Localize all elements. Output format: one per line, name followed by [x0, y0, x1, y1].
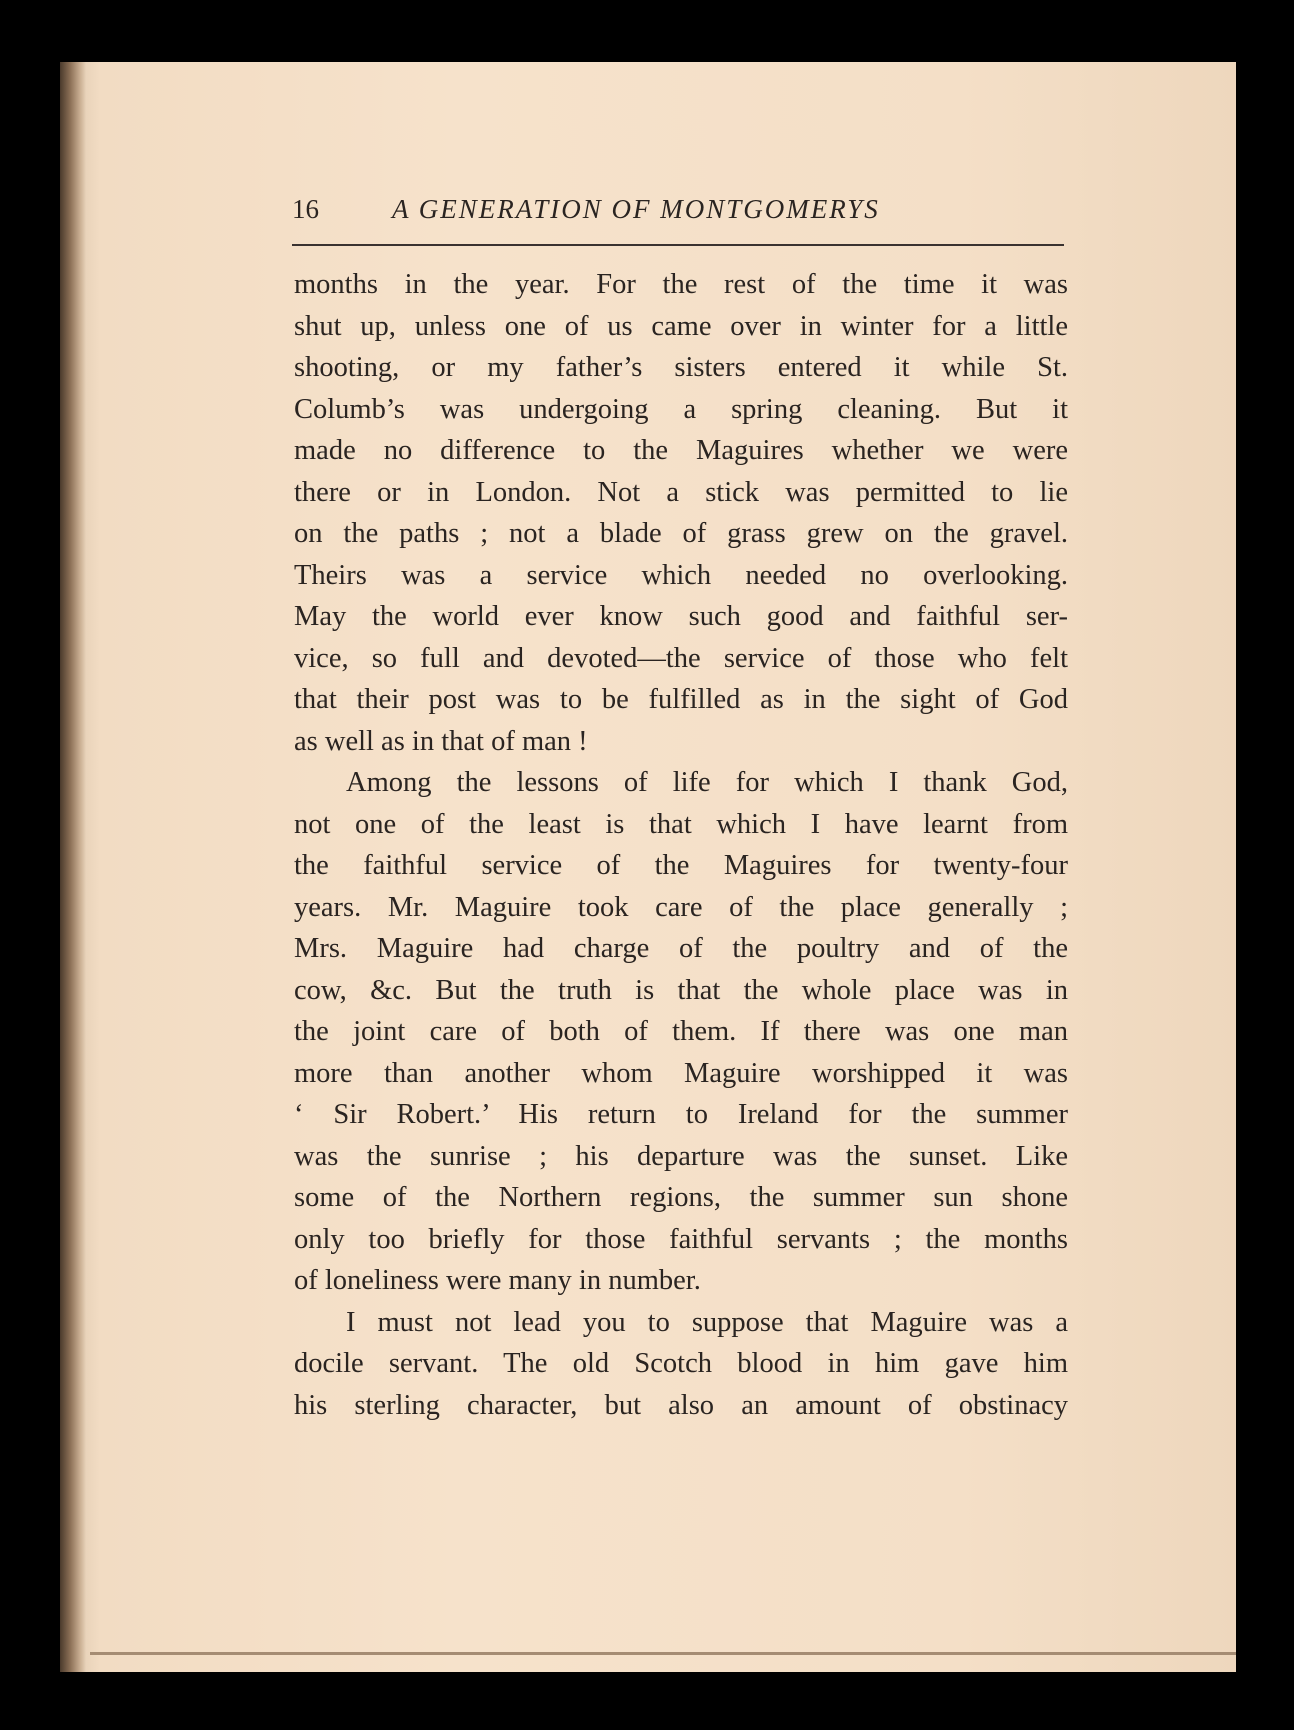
- text-line: Columb’s was undergoing a spring cleaning. But it: [294, 393, 1068, 425]
- text-line: that their post was to be fulfilled as in the sight of God: [294, 684, 1068, 715]
- text-line: I must not lead you to suppose that Maguire was a: [346, 1306, 1068, 1338]
- text-line: Theirs was a service which needed no overlooking.: [294, 559, 1068, 591]
- text-line: cow, &c. But the truth is that the whole place was in: [294, 974, 1068, 1006]
- text-line: Among the lessons of life for which I thank God,: [346, 767, 1068, 798]
- text-line: only too briefly for those faithful servants ; the months: [294, 1223, 1068, 1255]
- body-text: [294, 264, 1068, 1426]
- running-head: A GENERATION OF MONTGOMERYS: [392, 194, 880, 224]
- text-line: of loneliness were many in number.: [294, 1265, 701, 1296]
- text-line: shooting, or my father’s sisters entered it while St.: [294, 352, 1068, 383]
- text-line: as well as in that of man !: [294, 725, 588, 757]
- text-line: ‘ Sir Robert.’ His return to Ireland for the summer: [294, 1099, 1068, 1130]
- page-number: 16: [292, 194, 319, 224]
- text-line: shut up, unless one of us came over in winter for a little: [294, 310, 1068, 342]
- text-line: years. Mr. Maguire took care of the place generally ;: [294, 891, 1068, 923]
- text-line: May the world ever know such good and faithful ser-: [294, 601, 1068, 632]
- text-line: not one of the least is that which I have learnt from: [294, 808, 1068, 840]
- text-line: docile servant. The old Scotch blood in him gave him: [294, 1348, 1068, 1379]
- text-line: vice, so full and devoted—the service of those who felt: [294, 642, 1068, 674]
- text-line: the joint care of both of them. If there was one man: [294, 1016, 1068, 1047]
- text-line: some of the Northern regions, the summer sun shone: [294, 1182, 1068, 1213]
- text-line: there or in London. Not a stick was permitted to lie: [294, 476, 1068, 508]
- text-line: Mrs. Maguire had charge of the poultry and of the: [294, 933, 1068, 964]
- text-line: made no difference to the Maguires whether we were: [294, 435, 1068, 466]
- text-line: was the sunrise ; his departure was the sunset. Like: [294, 1140, 1068, 1172]
- book-spine-shadow: [60, 62, 86, 1672]
- text-line: on the paths ; not a blade of grass grew on the gravel.: [294, 518, 1068, 549]
- page-bottom-edge: [90, 1652, 1236, 1655]
- text-line: more than another whom Maguire worshipped it was: [294, 1057, 1068, 1089]
- text-line: the faithful service of the Maguires for twenty-four: [294, 850, 1068, 881]
- text-line: months in the year. For the rest of the time it was: [294, 269, 1068, 300]
- text-line: his sterling character, but also an amount of obstinacy: [294, 1389, 1068, 1421]
- header-rule: [292, 244, 1064, 246]
- page-header: [292, 190, 1067, 230]
